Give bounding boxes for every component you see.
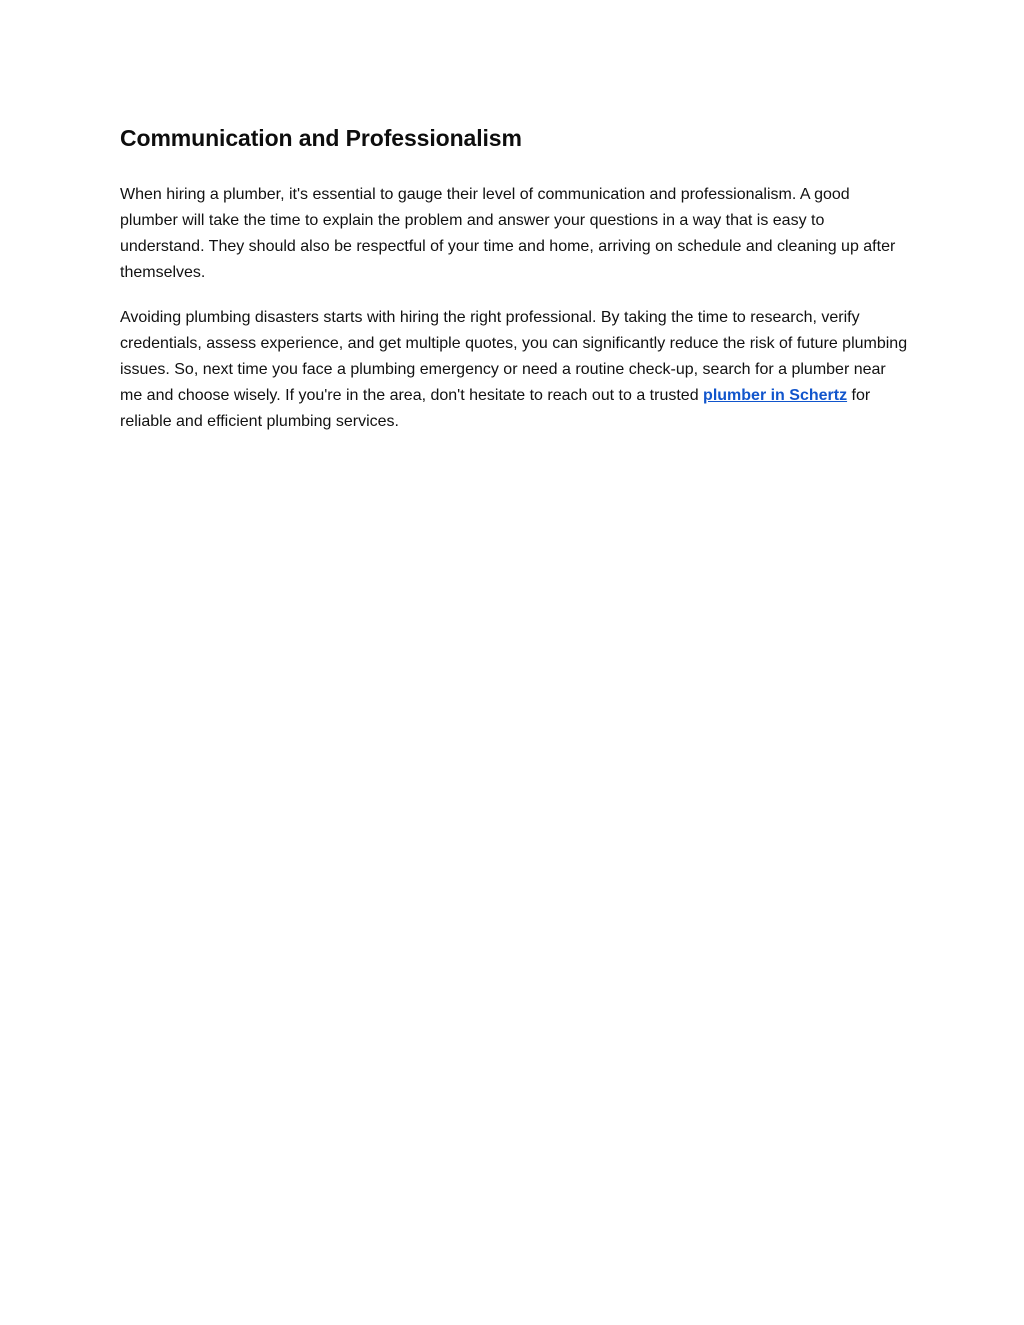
paragraph-conclusion-text: Avoiding plumbing disasters starts with hiring the right professional. By taking the time to research, verify credentials, assess experience, and get multiple quotes, you can significantly reduce the risk of future plumbing issues. So, next time you face a plumbing emergency or need a routine check-up, search for a plumber near me and choose wisely. If you're in the area, don't hesitate to reach out to a trusted bbox=[120, 309, 908, 404]
plumber-in-schertz-link[interactable]: plumber in Schertz bbox=[703, 387, 848, 404]
document-body bbox=[120, 118, 910, 454]
section-heading: Communication and Professionalism bbox=[120, 125, 522, 151]
paragraph-conclusion bbox=[120, 305, 910, 435]
paragraph-conclusion-tail: for reliable and efficient plumbing services. bbox=[120, 387, 871, 430]
paragraph-communication: When hiring a plumber, it's essential to gauge their level of communication and professionalism. A good plumber will take the time to explain the problem and answer your questions in a way that is easy to understand. They should also be respectful of your time and home, arriving on schedule and cleaning up after themselves. bbox=[120, 186, 896, 281]
